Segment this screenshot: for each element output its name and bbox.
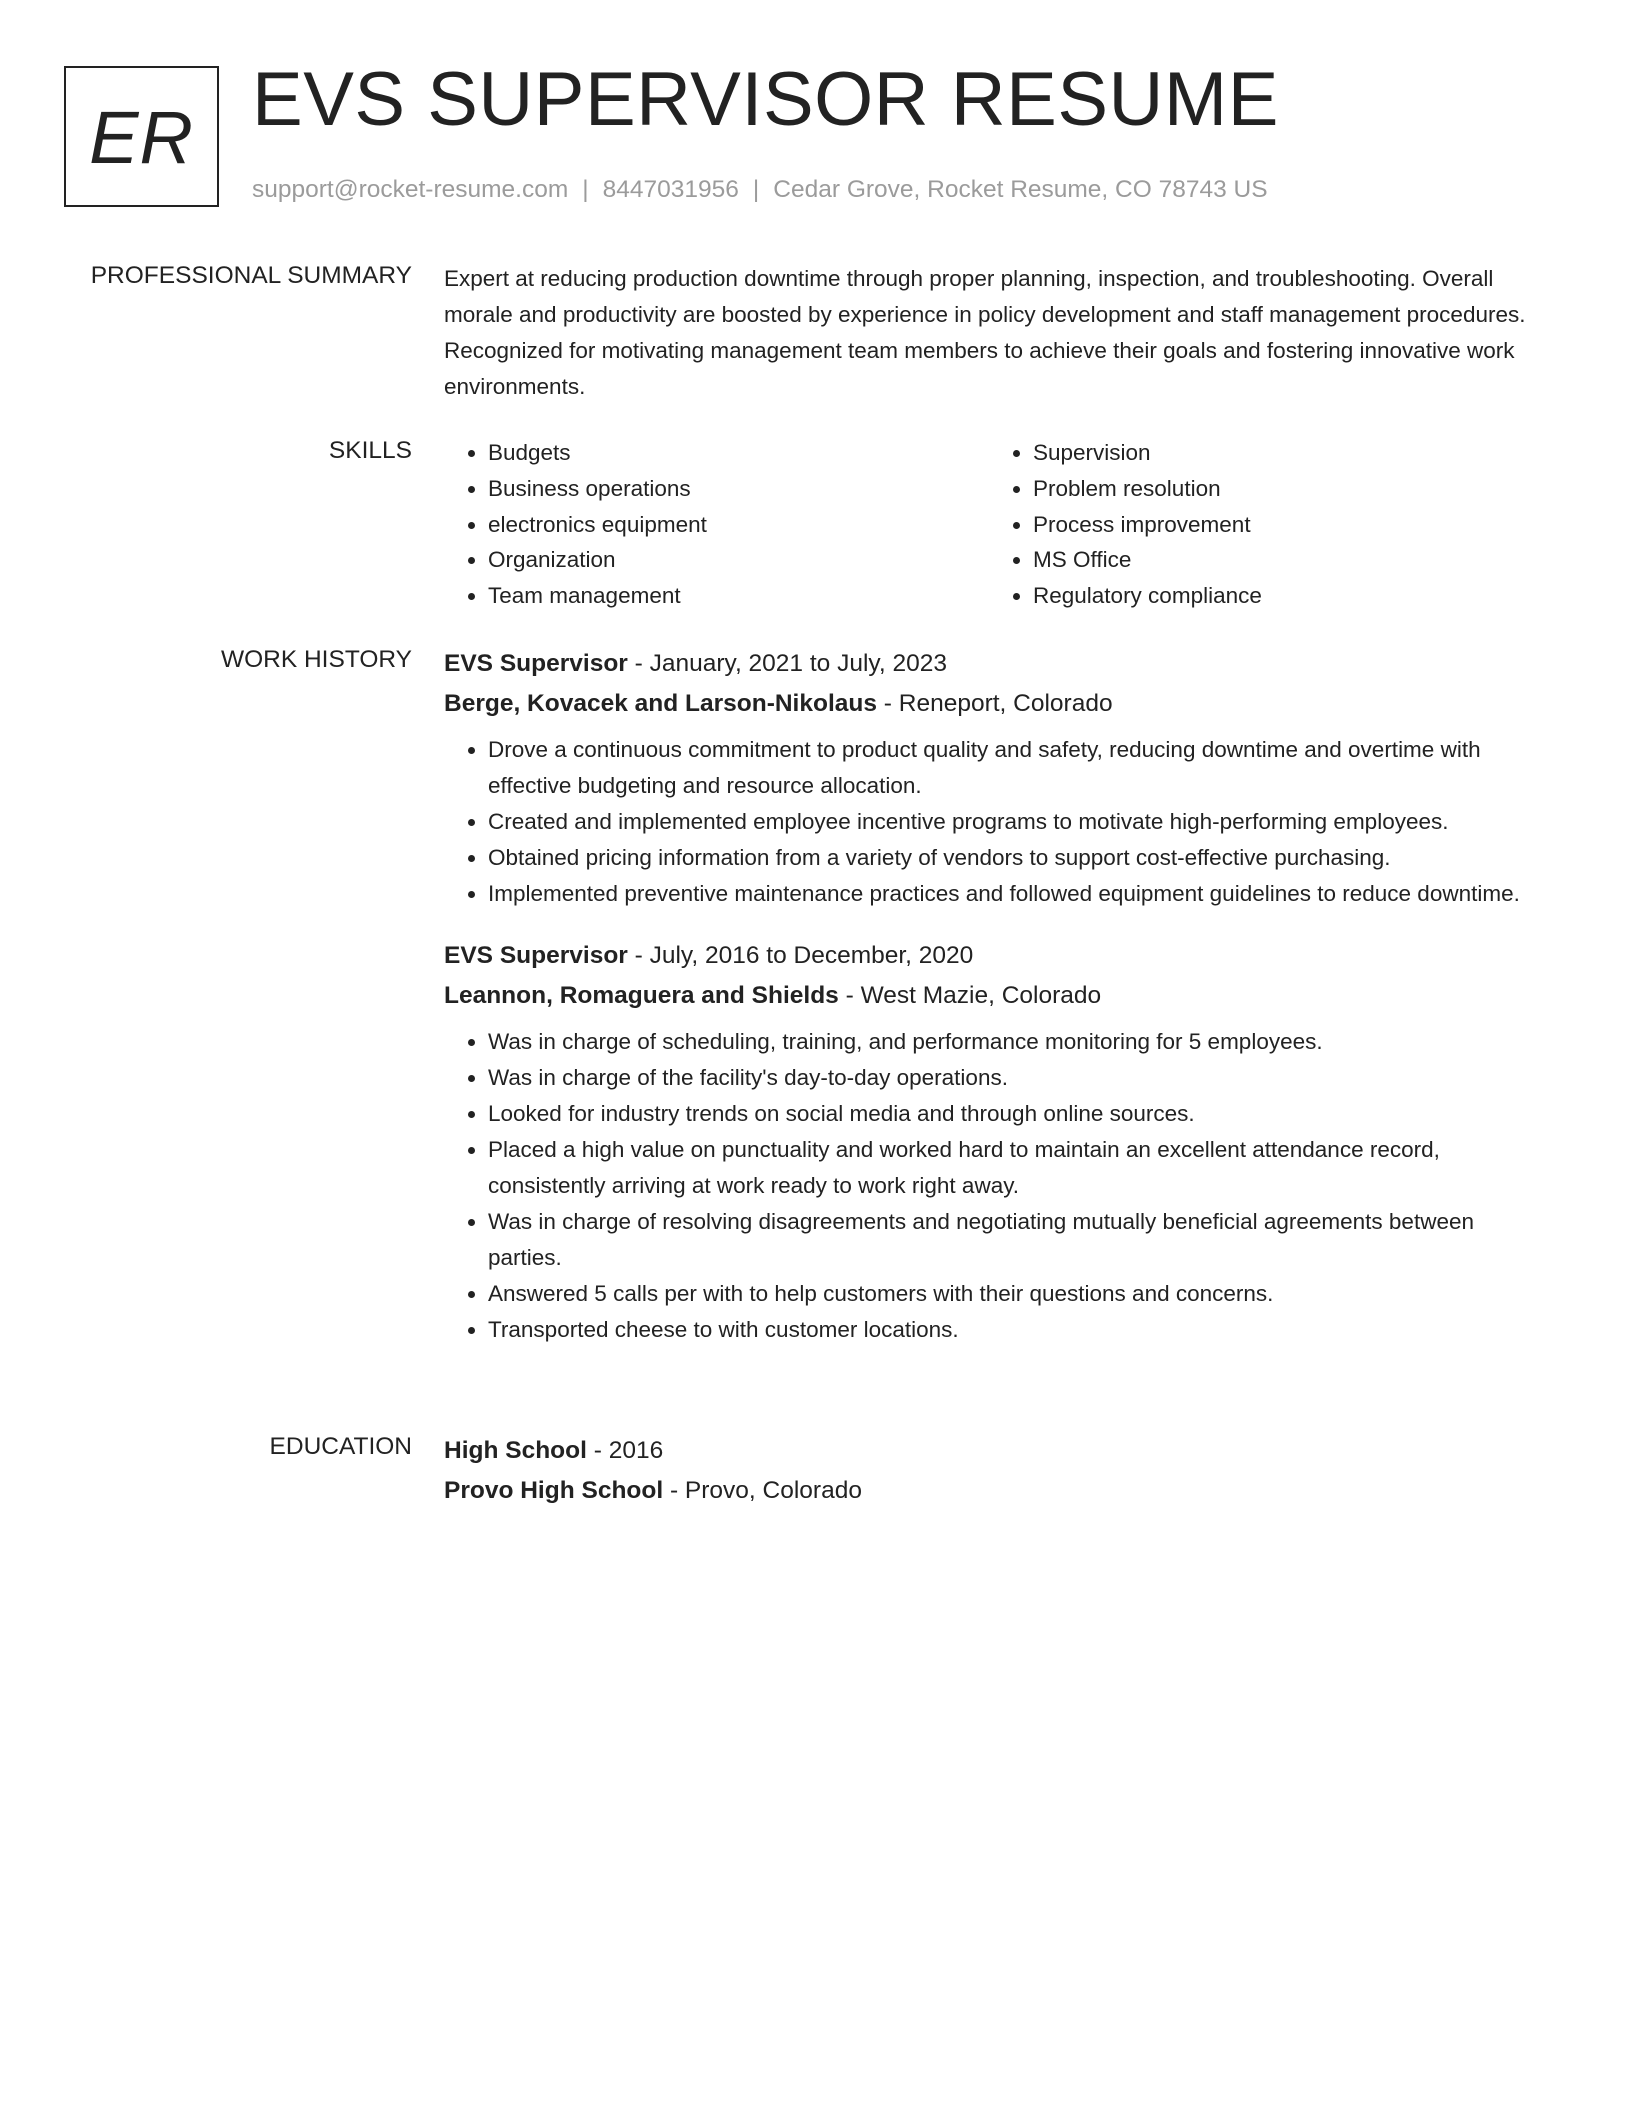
- education-year: - 2016: [586, 1437, 664, 1464]
- job-company-line: [444, 976, 1544, 1016]
- monogram-initials: ER: [89, 95, 194, 179]
- contact-address: Cedar Grove, Rocket Resume, CO 78743 US: [773, 176, 1268, 203]
- education-school: Provo High School: [444, 1477, 664, 1504]
- skill-item: • Budgets: [488, 435, 989, 471]
- job-duty: • Was in charge of the facility's day-to-day operations.: [488, 1060, 1544, 1096]
- skill-item: • Regulatory compliance: [1033, 578, 1262, 614]
- skill-item: • Supervision: [1033, 435, 1262, 471]
- job-duties: [444, 732, 1544, 912]
- contact-separator: |: [582, 176, 589, 203]
- skills-list-left: [444, 435, 989, 614]
- skills-heading: SKILLS: [328, 437, 412, 464]
- job-duty: • Obtained pricing information from a variety of vendors to support cost-effective purchasing.: [488, 840, 1544, 876]
- job-duty: • Answered 5 calls per with to help customers with their questions and concerns.: [488, 1276, 1544, 1312]
- job-title: EVS Supervisor: [444, 650, 628, 677]
- job-company-line: [444, 684, 1544, 724]
- job-location: - West Mazie, Colorado: [838, 982, 1102, 1009]
- skill-item: • Process improvement: [1033, 507, 1262, 543]
- summary-text: Expert at reducing production downtime through proper planning, inspection, and troubleshooting. Overall morale and productivity are boosted by experience in policy development and staff management procedures. Recognized for motivating management team members to achieve their goals and fostering innovative work environments.: [444, 266, 1526, 399]
- work-history-heading: WORK HISTORY: [220, 646, 412, 673]
- skill-item: • Team management: [488, 578, 989, 614]
- education-heading: EDUCATION: [269, 1433, 412, 1460]
- skill-item: • Business operations: [488, 471, 989, 507]
- contact-separator: |: [752, 176, 760, 203]
- skills-list-right: [989, 435, 1262, 614]
- work-history-body: [444, 644, 1544, 1348]
- resume-title: EVS SUPERVISOR RESUME: [252, 57, 1279, 142]
- job-location: - Reneport, Colorado: [876, 690, 1113, 717]
- summary-heading: PROFESSIONAL SUMMARY: [90, 262, 412, 289]
- education-body: [444, 1431, 1544, 1511]
- education-degree: High School: [444, 1437, 587, 1464]
- education-school-line: [444, 1471, 1544, 1511]
- skill-item: • Organization: [488, 542, 989, 578]
- contact-phone: 8447031956: [602, 176, 739, 203]
- job-duty: • Looked for industry trends on social media and through online sources.: [488, 1096, 1544, 1132]
- job-duty: • Was in charge of scheduling, training, and performance monitoring for 5 employees.: [488, 1024, 1544, 1060]
- job-dates: - January, 2021 to July, 2023: [627, 650, 947, 677]
- skill-item: • Problem resolution: [1033, 471, 1262, 507]
- job-duty: • Placed a high value on punctuality and worked hard to maintain an excellent attendance record, consistently arriving at work ready to work right away.: [488, 1132, 1544, 1204]
- contact-email: support@rocket-resume.com: [252, 176, 569, 203]
- job-duty: • Was in charge of resolving disagreements and negotiating mutually beneficial agreements between parties.: [488, 1204, 1544, 1276]
- job-duty: • Transported cheese to with customer locations.: [488, 1312, 1544, 1348]
- education-location: - Provo, Colorado: [663, 1477, 862, 1504]
- job-entry: [444, 936, 1544, 1348]
- job-title-line: [444, 644, 1544, 684]
- skills-body: [444, 435, 1544, 614]
- contact-line: [252, 175, 1268, 204]
- skill-item: • MS Office: [1033, 542, 1262, 578]
- job-dates: - July, 2016 to December, 2020: [627, 942, 974, 969]
- education-degree-line: [444, 1431, 1544, 1471]
- job-duties: [444, 1024, 1544, 1348]
- monogram-box: [64, 66, 219, 207]
- job-title-line: [444, 936, 1544, 976]
- summary-body: [444, 260, 1544, 405]
- job-duty: • Drove a continuous commitment to product quality and safety, reducing downtime and overtime with effective budgeting and resource allocation.: [488, 732, 1544, 804]
- job-company: Leannon, Romaguera and Shields: [444, 982, 839, 1009]
- job-entry: [444, 644, 1544, 912]
- job-title: EVS Supervisor: [444, 942, 628, 969]
- job-company: Berge, Kovacek and Larson-Nikolaus: [444, 690, 877, 717]
- skills-columns: [444, 435, 1544, 614]
- job-duty: • Implemented preventive maintenance practices and followed equipment guidelines to reduce downtime.: [488, 876, 1544, 912]
- skill-item: • electronics equipment: [488, 507, 989, 543]
- job-duty: • Created and implemented employee incentive programs to motivate high-performing employees.: [488, 804, 1544, 840]
